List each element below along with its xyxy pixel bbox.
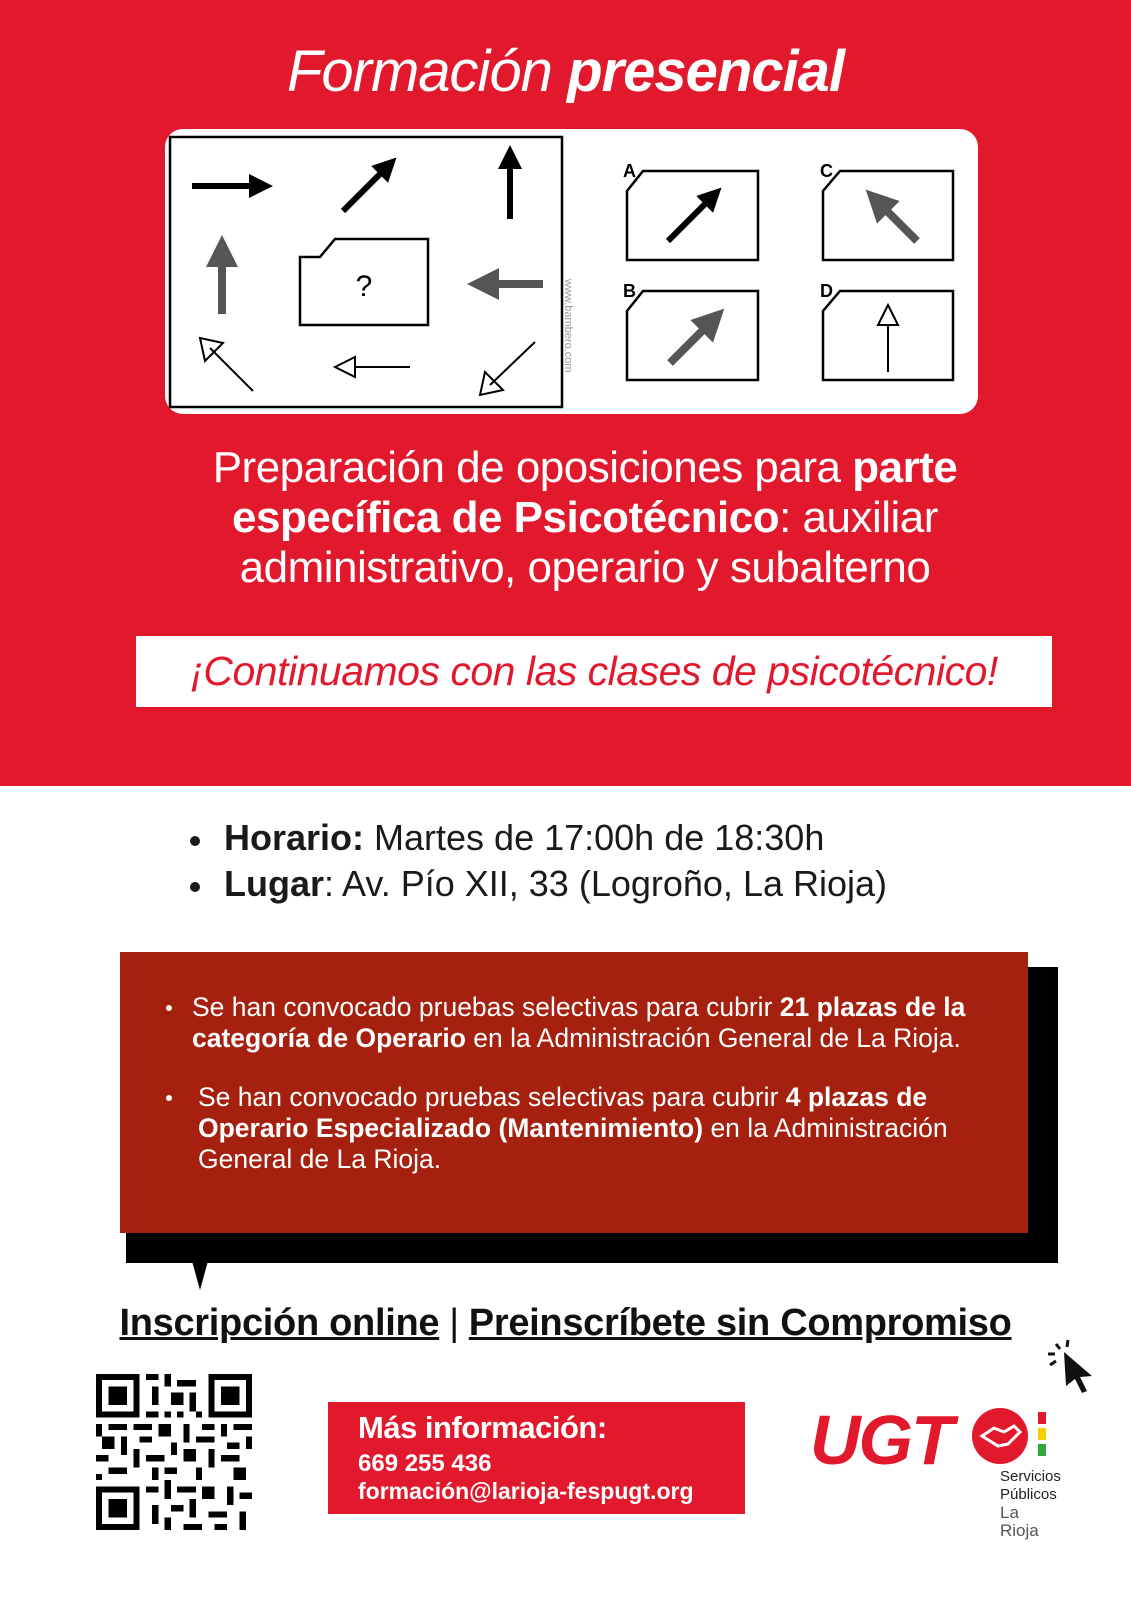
click-cursor-icon	[1046, 1338, 1106, 1398]
handshake-icon	[970, 1406, 1070, 1466]
option-a-label: A	[623, 161, 636, 181]
contact-email[interactable]: formación@larioja-fespugt.org	[358, 1478, 694, 1504]
announcement-callout	[120, 952, 1028, 1233]
logo-line1: Servicios	[1000, 1468, 1061, 1485]
arrow-puzzle-illustration	[165, 129, 978, 414]
option-d-label: D	[820, 281, 833, 301]
intro-text	[120, 443, 1050, 593]
location-label: Lugar	[224, 863, 325, 904]
announcement-bold: 21 plazas de la categoría de Operario	[192, 992, 966, 1053]
callout-tail	[184, 1232, 216, 1290]
qr-code[interactable]	[96, 1374, 252, 1530]
question-mark: ?	[355, 270, 373, 303]
announcement-item	[164, 1082, 994, 1175]
details-list	[190, 815, 887, 907]
schedule-value: Martes de 17:00h de 18:30h	[364, 817, 825, 858]
title-light: Formación	[286, 39, 552, 104]
intro-part1: Preparación de oposiciones para	[212, 443, 853, 492]
announcement-bold: 4 plazas de Operario Especializado (Mantenimiento)	[198, 1082, 928, 1143]
details-item-location	[190, 861, 887, 907]
contact-heading: Más información:	[358, 1410, 607, 1445]
announcement-item	[164, 992, 994, 1054]
online-registration-link[interactable]: Inscripción online	[119, 1302, 440, 1344]
logo-wordmark: UGT	[810, 1401, 952, 1479]
announcement-text: en la Administración General de La Rioja.	[198, 1113, 948, 1174]
announcement-text: Se han convocado pruebas selectivas para cubrir	[192, 992, 780, 1022]
page-title	[0, 38, 1131, 105]
details-item-schedule	[190, 815, 887, 861]
option-c-label: C	[820, 161, 833, 181]
title-bold: presencial	[567, 39, 845, 104]
continue-banner: ¡Continuamos con las clases de psicotécnico!	[136, 636, 1052, 707]
announcement-text: en la Administración General de La Rioja.	[465, 1023, 961, 1053]
schedule-label: Horario:	[224, 817, 365, 858]
location-value: : Av. Pío XII, 33 (Logroño, La Rioja)	[324, 863, 888, 904]
logo-line2: Públicos	[1000, 1486, 1057, 1503]
announcement-text: Se han convocado pruebas selectivas para cubrir	[198, 1082, 786, 1112]
watermark: www.bambero.com	[562, 279, 574, 373]
logo-subtitle	[1000, 1468, 1061, 1540]
option-b-label: B	[623, 281, 636, 301]
preinscription-link[interactable]: Preinscríbete sin Compromiso	[468, 1302, 1012, 1344]
intro-part2: : auxiliar administrativo, operario y subalterno	[239, 493, 938, 592]
links-separator: |	[449, 1302, 459, 1344]
logo-line3: La Rioja	[1000, 1503, 1039, 1540]
contact-phone[interactable]: 669 255 436	[358, 1450, 492, 1477]
contact-box	[328, 1402, 745, 1514]
puzzle-figure	[165, 129, 978, 414]
intro-bold: parte específica de Psicotécnico	[232, 443, 958, 542]
registration-links	[0, 1302, 1131, 1345]
